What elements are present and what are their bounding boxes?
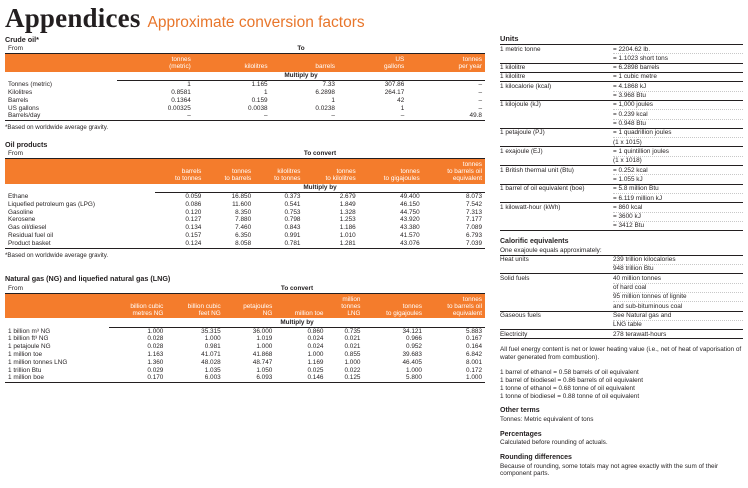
unit-row: 1 exajoule (EJ) = 1 quintillion joules (1 x 1018)	[500, 147, 743, 166]
unit-row: 1 kilolitre = 6.2898 barrels	[500, 64, 743, 73]
oil-col-header: tonnes to barrels	[204, 159, 254, 184]
calorific-row: Electricity 278 terawatt-hours	[500, 330, 743, 339]
table-row: Kerosene 0.127 7.880 0.798 1.253 43.920 7.177	[8, 216, 482, 224]
other-terms-text: Tonnes: Metric equivalent of tons	[500, 415, 594, 423]
oil-column-headers	[5, 159, 485, 184]
table-row: Barrels 0.1364 0.159 1 42 –	[8, 96, 482, 104]
table-row: Product basket 0.124 8.058 0.781 1.281 43.076 7.039	[5, 240, 485, 248]
crude-to-label: To	[117, 45, 485, 54]
other-terms-title: Other terms	[500, 407, 540, 415]
gas-col-header: billion cubic feet NG	[166, 293, 223, 318]
oil-col-header: barrels to tonnes	[155, 159, 204, 184]
calorific-row: Solid fuels 40 million tonnes of hard coal 95 million tonnes of lignite and sub-bituminous coal	[500, 274, 743, 311]
table-row: Ethane 0.059 16.850 0.373 2.679 49.400 8.073	[8, 193, 482, 201]
gas-column-headers	[5, 293, 485, 318]
crude-from-label: From	[5, 45, 117, 54]
crude-col-header: tonnes per year	[407, 54, 485, 72]
unit-row: 1 petajoule (PJ) = 1 quadrillion joules (1 x 1015)	[500, 129, 743, 148]
unit-row: 1 metric tonne = 2204.62 lb. = 1.1023 short tons	[500, 45, 743, 64]
right-column	[500, 34, 743, 478]
rounding-text: Because of rounding, some totals may not agree exactly with the sum of their component parts.	[500, 462, 719, 478]
unit-row: 1 barrel of oil equivalent (boe) = 5.8 million Btu = 6.119 million kJ	[500, 185, 743, 204]
table-row: Barrels/day – – – – 49.8	[5, 112, 485, 120]
crude-col-header: tonnes (metric)	[117, 54, 194, 72]
gas-col-header: tonnes to barrels oil equivalent	[425, 293, 485, 318]
crude-col-header: barrels	[271, 54, 338, 72]
crude-oil-title: Crude oil*	[5, 35, 39, 44]
crude-col-header: US gallons	[338, 54, 407, 72]
table-row: 1 million toe 1.163 41.071 41.868 1.000 0.855 39.683 6.842	[8, 351, 482, 359]
oil-multiply-row: Multiply by	[5, 184, 485, 193]
crude-header-row	[5, 45, 485, 54]
biofuel-notes: 1 barrel of ethanol = 0.58 barrels of oil equivalent 1 barrel of biodiesel = 0.86 barrels of oil equivalent 1 tonne of ethanol = 0.68 tonne of oil equivalent 1 tonne of biodiesel = 0.88 tonne of oil equivalent	[500, 369, 643, 400]
crude-footnote: *Based on worldwide average gravity.	[5, 124, 109, 132]
oil-products-title: Oil products	[5, 139, 48, 149]
table-row: Kilolitres 0.8581 1 6.2898 264.17 –	[8, 88, 482, 96]
calorific-row: Heat units 239 trillion kilocalories 948 trillion Btu	[500, 256, 743, 275]
gas-from-label: From	[5, 284, 109, 293]
units-title: Units	[500, 34, 743, 45]
unit-row: 1 British thermal unit (Btu) = 0.252 kcal = 1.055 kJ	[500, 166, 743, 185]
table-row: Liquefied petroleum gas (LPG) 0.086 11.600 0.541 1.849 46.150 7.542	[8, 200, 482, 208]
table-row: US gallons 0.00325 0.0038 0.0238 1 –	[8, 104, 482, 112]
oil-footnote: *Based on worldwide average gravity.	[5, 251, 109, 259]
gas-multiply-row: Multiply by	[5, 318, 485, 327]
gas-col-header: petajoules NG	[224, 293, 276, 318]
crude-multiply-row: Multiply by	[5, 72, 485, 81]
table-row: Gas oil/diesel 0.134 7.460 0.843 1.186 43.380 7.089	[8, 224, 482, 232]
page-header	[5, 2, 365, 35]
oil-products-table	[5, 150, 485, 249]
crude-col-header: kilolitres	[194, 54, 271, 72]
table-row: 1 trillion Btu 0.029 1.035 1.050 0.025 0.022 1.000 0.172	[8, 366, 482, 374]
unit-row: 1 kilowatt-hour (kWh) = 860 kcal = 3600 kJ = 3412 Btu	[500, 203, 743, 231]
table-row: 1 million boe 0.170 6.003 6.093 0.146 0.125 5.800 1.000	[5, 374, 485, 382]
oil-col-header: tonnes to kilolitres	[303, 159, 358, 184]
oil-header-row	[5, 150, 485, 159]
page-title: Appendices	[5, 3, 141, 33]
table-row: 1 petajoule NG 0.028 0.981 1.000 0.024 0.021 0.952 0.164	[8, 343, 482, 351]
percentages-text: Calculated before rounding of actuals.	[500, 439, 608, 447]
table-row: 1 billion m³ NG 1.000 35.315 36.000 0.860 0.735 34.121 5.883	[8, 327, 482, 335]
table-row: Residual fuel oil 0.157 6.350 0.991 1.010 41.570 6.793	[8, 232, 482, 240]
crude-oil-table	[5, 45, 485, 121]
oil-col-header: tonnes to gigajoules	[359, 159, 423, 184]
unit-row: 1 kilojoule (kJ) = 1,000 joules = 0.239 kcal = 0.948 Btu	[500, 101, 743, 129]
gas-col-header: million tonnes LNG	[326, 293, 363, 318]
oil-from-label: From	[5, 150, 155, 159]
page-subtitle: Approximate conversion factors	[147, 14, 365, 31]
oil-col-header: kilolitres to tonnes	[254, 159, 303, 184]
oil-col-header: tonnes to barrels oil equivalent	[423, 159, 485, 184]
table-row: Tonnes (metric) 1 1.165 7.33 307.86 –	[8, 81, 482, 89]
calorific-title: Calorific equivalents	[500, 238, 569, 246]
gas-col-header: million toe	[275, 293, 326, 318]
gas-col-header: billion cubic metres NG	[109, 293, 166, 318]
oil-to-label: To convert	[155, 150, 485, 159]
calorific-subtitle: One exajoule equals approximately:	[500, 247, 743, 256]
rounding-title: Rounding differences	[500, 454, 572, 461]
table-row: 1 million tonnes LNG 1.360 48.028 48.747 1.169 1.000 46.405 8.001	[8, 358, 482, 366]
energy-note: All fuel energy content is net or lower heating value (i.e., net of heat of vaporisation of water generated from combustion).	[500, 346, 742, 362]
crude-column-headers	[5, 54, 485, 72]
table-row: 1 billion ft³ NG 0.028 1.000 1.019 0.024 0.021 0.966 0.167	[8, 335, 482, 343]
calorific-row: Gaseous fuels See Natural gas and LNG table	[500, 312, 743, 331]
unit-row: 1 kilolitre = 1 cubic metre	[500, 73, 743, 82]
gas-col-header: tonnes to gigajoules	[363, 293, 425, 318]
unit-row: 1 kilocalorie (kcal) = 4.1868 kJ = 3.968 Btu	[500, 82, 743, 101]
percentages-title: Percentages	[500, 430, 542, 438]
table-row: Gasoline 0.120 8.350 0.753 1.328 44.750 7.313	[8, 208, 482, 216]
gas-to-label: To convert	[109, 284, 485, 293]
gas-title: Natural gas (NG) and liquefied natural gas (LNG)	[5, 274, 171, 284]
left-column	[5, 36, 485, 383]
gas-header-row	[5, 284, 485, 293]
gas-table	[5, 284, 485, 383]
